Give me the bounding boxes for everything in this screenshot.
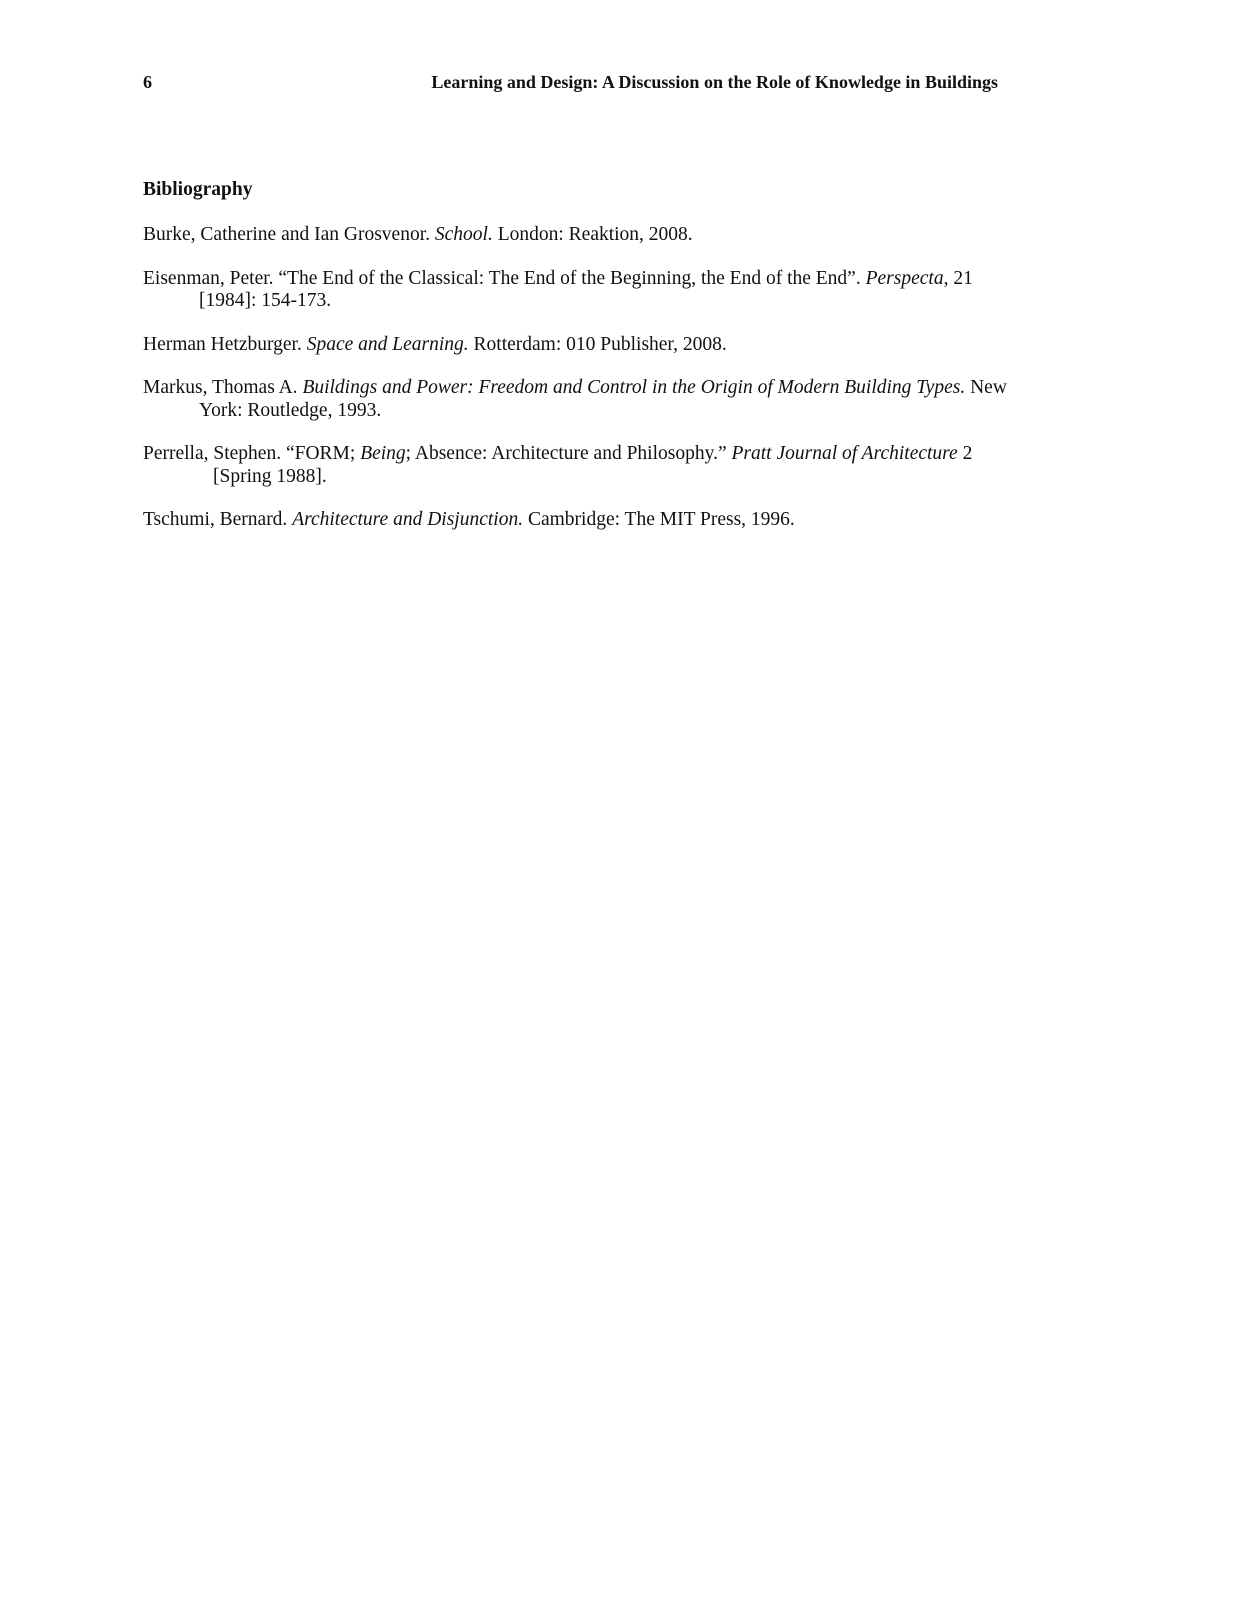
running-title: Learning and Design: A Discussion on the Role of Knowledge in Buildings xyxy=(431,72,998,92)
page-number: 6 xyxy=(143,72,152,92)
entry-text: Markus, Thomas A. xyxy=(143,377,303,398)
entry-text: ; Absence: Architecture and Philosophy.” xyxy=(405,443,732,464)
entry-title: Being xyxy=(360,443,406,464)
entry-text: Tschumi, Bernard. xyxy=(143,509,293,530)
entry-text: Cambridge: The MIT Press, 1996. xyxy=(523,509,795,530)
entry-text: , 21 [1984]: 154-173. xyxy=(199,267,973,311)
bibliography-entry xyxy=(143,268,1013,313)
bibliography-entry xyxy=(143,509,1013,532)
entry-text: 2 [Spring 1988]. xyxy=(213,443,973,487)
entry-title: Buildings and Power: Freedom and Control in the Origin of Modern Building Types. xyxy=(302,377,966,398)
bibliography-entry xyxy=(143,377,1013,422)
entry-title: Space and Learning. xyxy=(306,333,469,355)
running-header xyxy=(143,70,998,94)
entry-text: New York: Routledge, 1993. xyxy=(199,377,1007,421)
entry-text: Eisenman, Peter. “The End of the Classical: The End of the Beginning, the End of the End”. xyxy=(143,267,866,289)
entry-journal: Pratt Journal of Architecture xyxy=(731,443,958,464)
entry-text: Rotterdam: 010 Publisher, 2008. xyxy=(468,333,727,355)
entry-text: Herman Hetzburger. xyxy=(143,333,307,355)
bibliography-entry xyxy=(143,224,1013,247)
entry-text: Perrella, Stephen. “FORM; xyxy=(143,443,361,464)
bibliography-entry xyxy=(143,443,1013,488)
entry-title: Architecture and Disjunction. xyxy=(292,509,524,530)
section-heading: Bibliography xyxy=(143,179,253,200)
entry-text: London: Reaktion, 2008. xyxy=(492,224,693,245)
bibliography-list xyxy=(143,224,1013,553)
entry-title: School. xyxy=(434,224,493,245)
entry-text: Burke, Catherine and Ian Grosvenor. xyxy=(143,224,435,245)
bibliography-entry xyxy=(143,334,1013,357)
entry-title: Perspecta xyxy=(865,267,944,289)
